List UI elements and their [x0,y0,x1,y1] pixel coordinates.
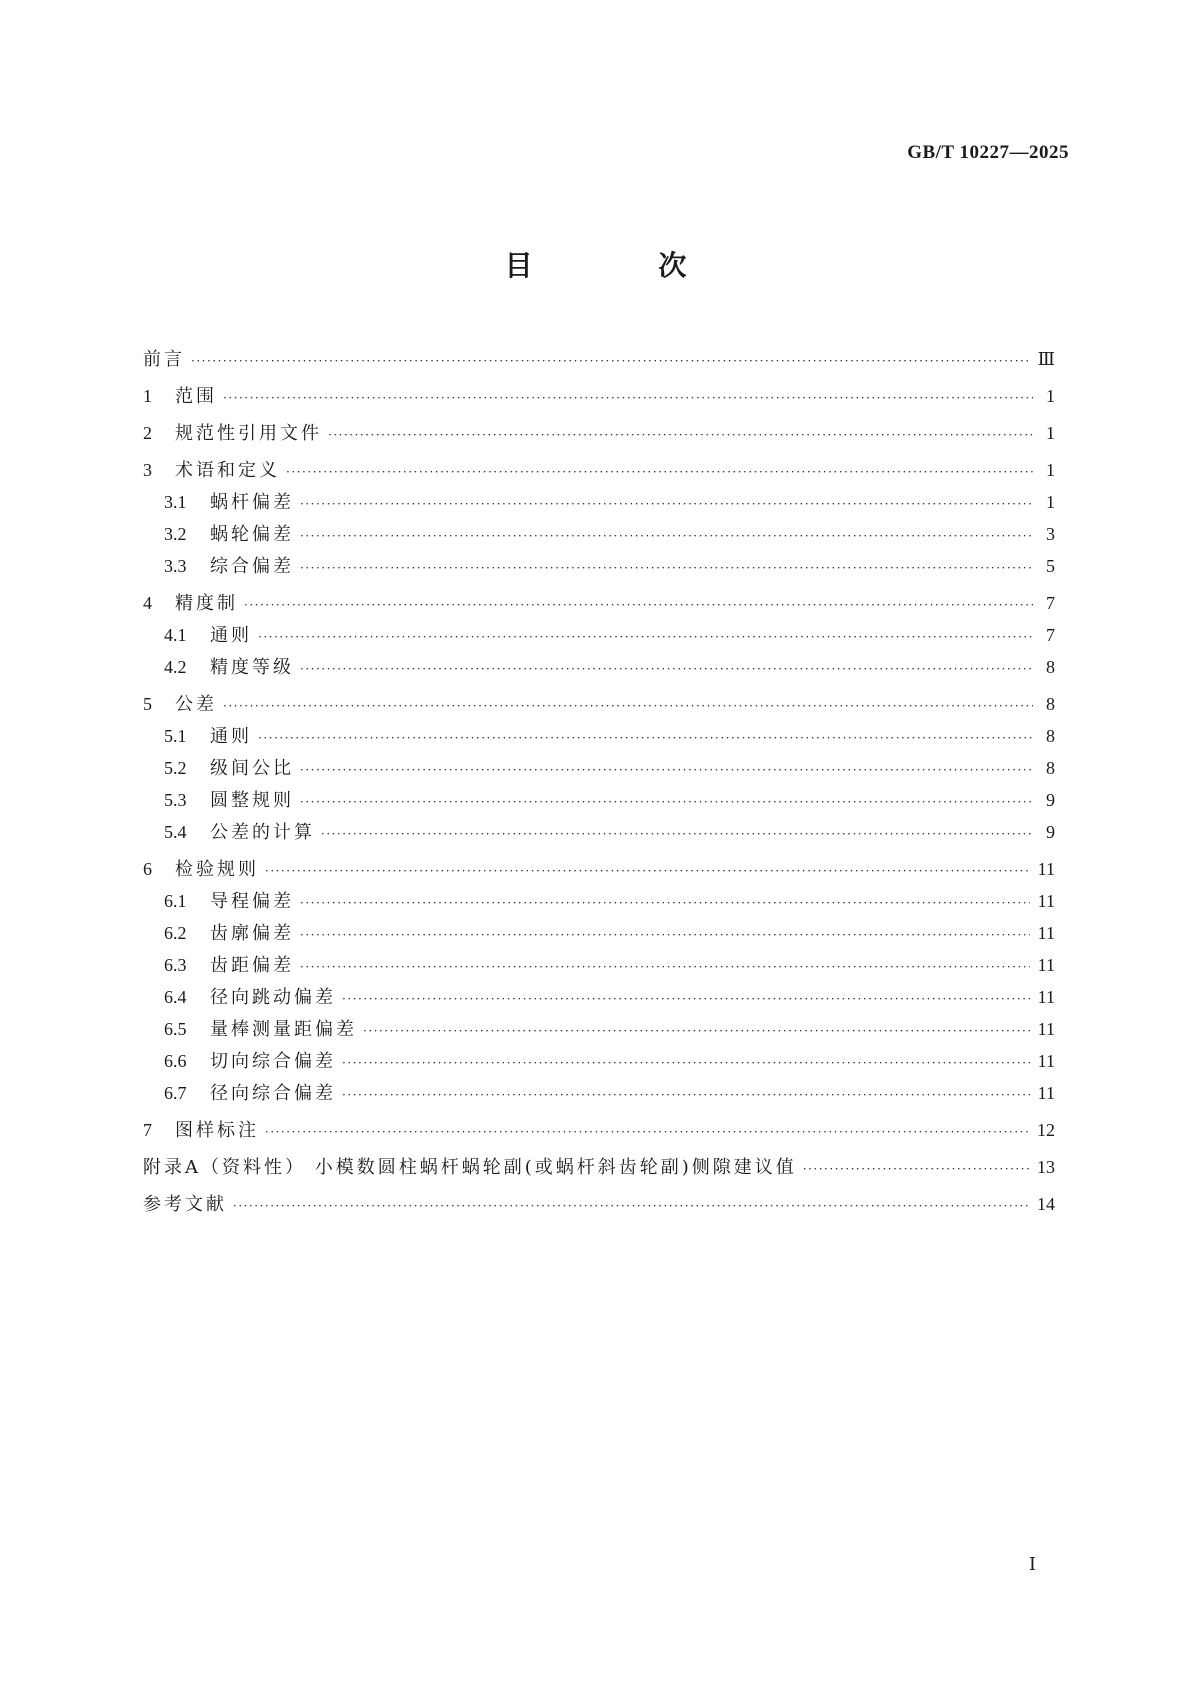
toc-entry-label: 检验规则 [175,859,259,880]
toc-entry-number: 5 [143,694,152,714]
toc-entry-label: 级间公比 [210,758,294,779]
toc-leader-dots [300,552,1033,584]
toc-entry-page: 11 [1037,1051,1055,1071]
toc-entry[interactable] [143,417,1055,449]
toc-entry-page: 7 [1046,593,1055,613]
toc-entry-label: 公差 [175,694,217,715]
toc-leader-dots [300,754,1033,786]
toc-entry-page: 1 [1046,386,1055,406]
toc-entry-page: 11 [1037,923,1055,943]
toc-entry-label: 参考文献 [143,1194,227,1215]
toc-entry-label: 范围 [175,386,217,407]
toc-entry-number: 6.2 [164,923,187,943]
toc-entry-label: 蜗轮偏差 [210,524,294,545]
toc-leader-dots [803,1153,1029,1185]
toc-leader-dots [233,1190,1029,1222]
toc-entry-label: 量棒测量距偏差 [210,1019,357,1040]
toc-entry-label: 径向综合偏差 [210,1083,336,1104]
toc-entry-label: 综合偏差 [210,556,294,577]
toc-entry-number: 3.1 [164,492,187,512]
toc-entry-number: 7 [143,1120,152,1140]
toc-entry-page: 5 [1046,556,1055,576]
toc-entry[interactable] [143,1114,1055,1146]
toc-entry-number: 4 [143,593,152,613]
toc-leader-dots [300,786,1033,818]
toc-entry-page: 8 [1046,758,1055,778]
toc-entry[interactable] [143,1188,1055,1220]
toc-entry[interactable] [143,752,1055,784]
toc-entry-number: 6.5 [164,1019,187,1039]
toc-entry-page: 11 [1037,891,1055,911]
toc-entry-number: 5.4 [164,822,187,842]
toc-entry-label: 齿廓偏差 [210,923,294,944]
toc-entry-page: 7 [1046,625,1055,645]
toc-leader-dots [286,456,1033,488]
toc-entry-label: 精度等级 [210,657,294,678]
toc-leader-dots [300,488,1033,520]
toc-entry-number: 5.1 [164,726,187,746]
toc-entry[interactable] [143,1077,1055,1109]
toc-leader-dots [300,520,1033,552]
toc-leader-dots [300,919,1030,951]
toc-entry-label: 术语和定义 [175,460,280,481]
toc-entry-number: 6.4 [164,987,187,1007]
toc-entry-page: 11 [1037,1083,1055,1103]
toc-leader-dots [300,951,1030,983]
toc-entry[interactable] [143,454,1055,486]
toc-entry-label: 切向综合偏差 [210,1051,336,1072]
toc-entry[interactable] [143,949,1055,981]
table-of-contents [143,343,1055,1220]
toc-entry[interactable] [143,688,1055,720]
toc-leader-dots [342,983,1030,1015]
toc-entry[interactable] [143,518,1055,550]
toc-entry-page: 8 [1046,726,1055,746]
toc-leader-dots [300,887,1030,919]
toc-entry-page: 11 [1037,955,1055,975]
toc-entry-number: 6.6 [164,1051,187,1071]
toc-entry[interactable] [143,816,1055,848]
toc-entry-label: 附录A（资料性） 小模数圆柱蜗杆蜗轮副(或蜗杆斜齿轮副)侧隙建议值 [143,1157,797,1178]
toc-entry-page: 1 [1046,492,1055,512]
toc-entry[interactable] [143,1013,1055,1045]
toc-leader-dots [363,1015,1030,1047]
toc-entry[interactable] [143,981,1055,1013]
toc-entry-number: 6.1 [164,891,187,911]
toc-entry-number: 6.3 [164,955,187,975]
toc-entry-page: 14 [1037,1194,1055,1214]
toc-entry-number: 3.3 [164,556,187,576]
toc-entry-label: 公差的计算 [210,822,315,843]
toc-entry-label: 导程偏差 [210,891,294,912]
page-title: 目 次 [504,249,745,282]
toc-entry[interactable] [143,343,1055,375]
footer-page-number: Ⅰ [1028,1554,1036,1574]
toc-entry-page: 12 [1037,1120,1055,1140]
toc-entry[interactable] [143,1151,1055,1183]
toc-entry-label: 圆整规则 [210,790,294,811]
toc-entry-label: 齿距偏差 [210,955,294,976]
toc-entry[interactable] [143,550,1055,582]
toc-leader-dots [300,653,1033,685]
toc-entry-page: 11 [1037,1019,1055,1039]
toc-entry-page: 9 [1046,790,1055,810]
toc-leader-dots [244,589,1033,621]
toc-entry-page: 13 [1037,1157,1055,1177]
toc-leader-dots [321,818,1033,850]
toc-entry[interactable] [143,853,1055,885]
toc-entry-page: 9 [1046,822,1055,842]
standard-code: GB/T 10227—2025 [907,142,1069,163]
toc-entry-page: 3 [1046,524,1055,544]
toc-entry[interactable] [143,486,1055,518]
toc-entry-number: 3.2 [164,524,187,544]
toc-entry-label: 规范性引用文件 [175,423,322,444]
toc-entry[interactable] [143,885,1055,917]
toc-leader-dots [191,345,1030,377]
toc-entry-number: 6.7 [164,1083,187,1103]
toc-entry-label: 图样标注 [175,1120,259,1141]
toc-entry-number: 2 [143,423,152,443]
toc-entry-number: 3 [143,460,152,480]
toc-entry[interactable] [143,651,1055,683]
toc-entry[interactable] [143,587,1055,619]
toc-entry-label: 通则 [210,726,252,747]
toc-leader-dots [328,419,1033,451]
toc-entry[interactable] [143,784,1055,816]
toc-leader-dots [265,1116,1029,1148]
toc-entry-label: 通则 [210,625,252,646]
toc-entry-page: Ⅲ [1037,349,1055,369]
toc-leader-dots [342,1047,1030,1079]
toc-entry-number: 5.2 [164,758,187,778]
toc-entry-number: 6 [143,859,152,879]
toc-leader-dots [258,621,1033,653]
toc-entry-label: 径向跳动偏差 [210,987,336,1008]
toc-leader-dots [265,855,1030,887]
toc-entry-page: 11 [1037,987,1055,1007]
toc-entry-number: 4.2 [164,657,187,677]
toc-entry-label: 蜗杆偏差 [210,492,294,513]
toc-entry-page: 8 [1046,657,1055,677]
toc-entry-page: 11 [1037,859,1055,879]
toc-leader-dots [223,690,1033,722]
toc-entry[interactable] [143,917,1055,949]
toc-entry-number: 4.1 [164,625,187,645]
toc-entry-number: 5.3 [164,790,187,810]
toc-entry[interactable] [143,380,1055,412]
toc-entry-number: 1 [143,386,152,406]
toc-entry[interactable] [143,619,1055,651]
toc-leader-dots [258,722,1033,754]
toc-leader-dots [223,382,1033,414]
toc-entry-label: 精度制 [175,593,238,614]
toc-entry-page: 8 [1046,694,1055,714]
toc-entry-page: 1 [1046,423,1055,443]
toc-entry[interactable] [143,720,1055,752]
toc-leader-dots [342,1079,1030,1111]
toc-entry-page: 1 [1046,460,1055,480]
toc-entry[interactable] [143,1045,1055,1077]
toc-entry-label: 前言 [143,349,185,370]
